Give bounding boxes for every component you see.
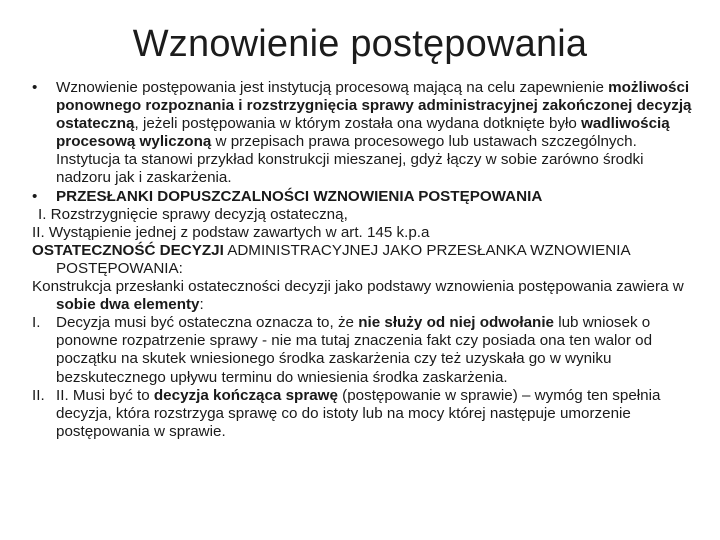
bullet-marker: •: [32, 79, 38, 96]
element-two-label: II.: [32, 386, 45, 404]
paragraph-construction: Konstrukcja przesłanki ostateczności decyzji jako podstawy wznowienia postępowania zawiera w sobie dwa elementy:: [32, 278, 684, 314]
paragraph-finality-heading: OSTATECZNOŚĆ DECYZJI ADMINISTRACYJNEJ JAKO PRZESŁANKA WZNOWIENIA POSTĘPOWANIA:: [32, 241, 630, 277]
paragraph-premises-heading: • PRZESŁANKI DOPUSZCZALNOŚCI WZNOWIENIA POSTĘPOWANIA: [32, 187, 543, 205]
slide-body: [32, 79, 696, 441]
premise-one: I. Rozstrzygnięcie sprawy decyzją ostateczną,: [38, 205, 348, 223]
slide-title: Wznowienie postępowania: [132, 23, 588, 65]
element-one: I. Decyzja musi być ostateczna oznacza to, że nie służy od niej odwołanie lub wniosek o ponowne rozpatrzenie sprawy - nie ma tutaj znaczenia fakt czy posiada ona ten walor od początku na skutek wniesionego środka zaskarżenia czy też uzyskała go w wyniku bezskutecznego upływu terminu do wniesienia środka zaskarżenia.: [32, 314, 653, 386]
element-two: II. II. Musi być to decyzja kończąca sprawę (postępowanie w sprawie) – wymóg ten spełnia decyzja, która rozstrzyga sprawę co do istoty lub na mocy której następuje umorzenie postępowania w sprawie.: [32, 386, 661, 440]
bullet-marker: •: [32, 187, 38, 205]
paragraph-definition: • Wznowienie postępowania jest instytucją procesową mającą na celu zapewnienie możliwości ponownego rozpoznania i rozstrzygnięcia sprawy administracyjnej zakończonej decyzją ostateczną, jeżeli postępowania w którym została ona wydana dotknięte było wadliwością procesową wyliczoną w przepisach prawa procesowego lub ustawach szczególnych. Instytucja ta stanowi przykład konstrukcji mieszanej, gdyż łączy w sobie zarówno środki nadzoru jak i zaskarżenia.: [32, 79, 692, 187]
element-one-label: I.: [32, 314, 41, 332]
premise-two: II. Wystąpienie jednej z podstaw zawartych w art. 145 k.p.a: [32, 223, 430, 241]
